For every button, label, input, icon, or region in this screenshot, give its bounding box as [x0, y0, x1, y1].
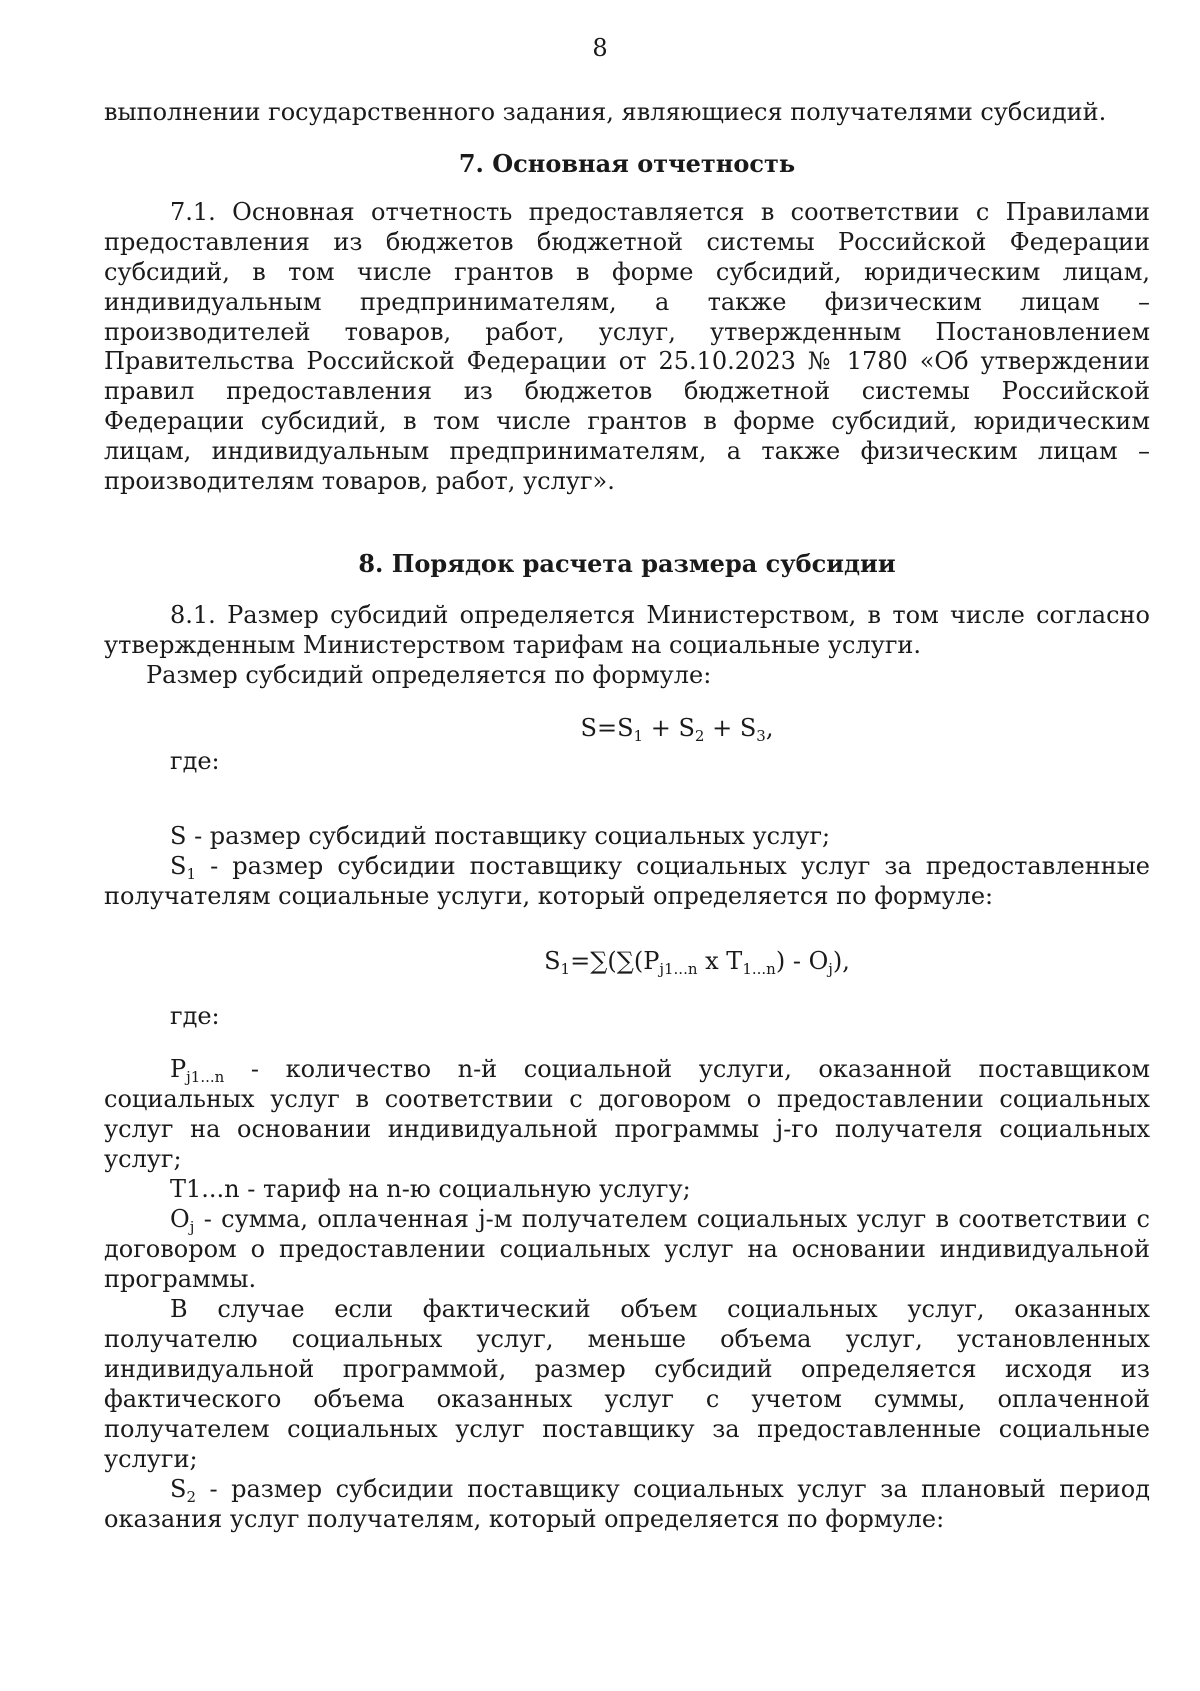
formula-s1: $S_1=\sum(\sum(P_{j1...n}$ x $T_{1...n}) - O_j$),: [544, 947, 850, 979]
formula-intro: Размер субсидий определяется по формуле:: [146, 661, 712, 690]
section-7-paragraph-1: 7.1. Основная отчетность предоставляется в соответствии с Правилами предоставления из бюджетов бюджетной системы Российской Федерации субсидий, в том числе грантов в форме субсидий, юридическим лицам, индивидуальным предпринимателям, а также физическим лицам – производителей товаров, работ, услуг, утвержденным Постановлением Правительства Российской Федерации от 25.10.2023 № 1780 «Об утверждении правил предоставления из бюджетов бюджетной системы Российской Федерации субсидий, в том числе грантов в форме субсидий, юридическим лицам, индивидуальным предпринимателям, а также физическим лицам – производителям товаров, работ, услуг».: [104, 198, 1150, 495]
section-7-title: 7. Основная отчетность: [458, 149, 796, 179]
where-label-1: где:: [170, 746, 220, 775]
section-8-title: 8. Порядок расчета размера субсидии: [358, 549, 896, 579]
definition-s: S - размер субсидий поставщику социальных услуг;: [170, 822, 831, 851]
section-8-paragraph-1: 8.1. Размер субсидий определяется Министерством, в том числе согласно утвержденным Министерством тарифам на социальные услуги.: [104, 601, 1150, 660]
formula-s-total: $S=S_1 + S_2 + S_3$,: [580, 714, 774, 746]
definition-p: $P_{j1...n}$ - количество n-й социальной услуги, оказанной поставщиком социальных услуг в соответствии с договором о предоставлении социальных услуг на основании индивидуальной программы j-го получателя социальных услуг;: [104, 1055, 1150, 1173]
where-label-2: где:: [170, 1001, 220, 1030]
definition-t: T1...n - тариф на n-ю социальную услугу;: [170, 1175, 691, 1203]
page-number: 8: [592, 34, 608, 62]
intro-line: выполнении государственного задания, являющиеся получателями субсидий.: [104, 98, 1107, 126]
definition-o: $O_j$ - сумма, оплаченная j-м получателем социальных услуг в соответствии с договором о предоставлении социальных услуг на основании индивидуальной программы.: [104, 1205, 1150, 1293]
definition-s2: $S_2$ - размер субсидии поставщику социальных услуг за плановый период оказания услуг получателям, который определяется по формуле:: [104, 1475, 1150, 1533]
definition-s1: $S_1$ - размер субсидии поставщику социальных услуг за предоставленные получателям социальные услуги, который определяется по формуле:: [104, 852, 1150, 911]
page-content: [104, 96, 1150, 1534]
paragraph-actual-volume: В случае если фактический объем социальных услуг, оказанных получателю социальных услуг, меньше объема услуг, установленных индивидуальной программой, размер субсидий определяется исходя из фактического объема оказанных услуг с учетом суммы, оплаченной получателем социальных услуг поставщику за предоставленные социальные услуги;: [104, 1295, 1150, 1473]
